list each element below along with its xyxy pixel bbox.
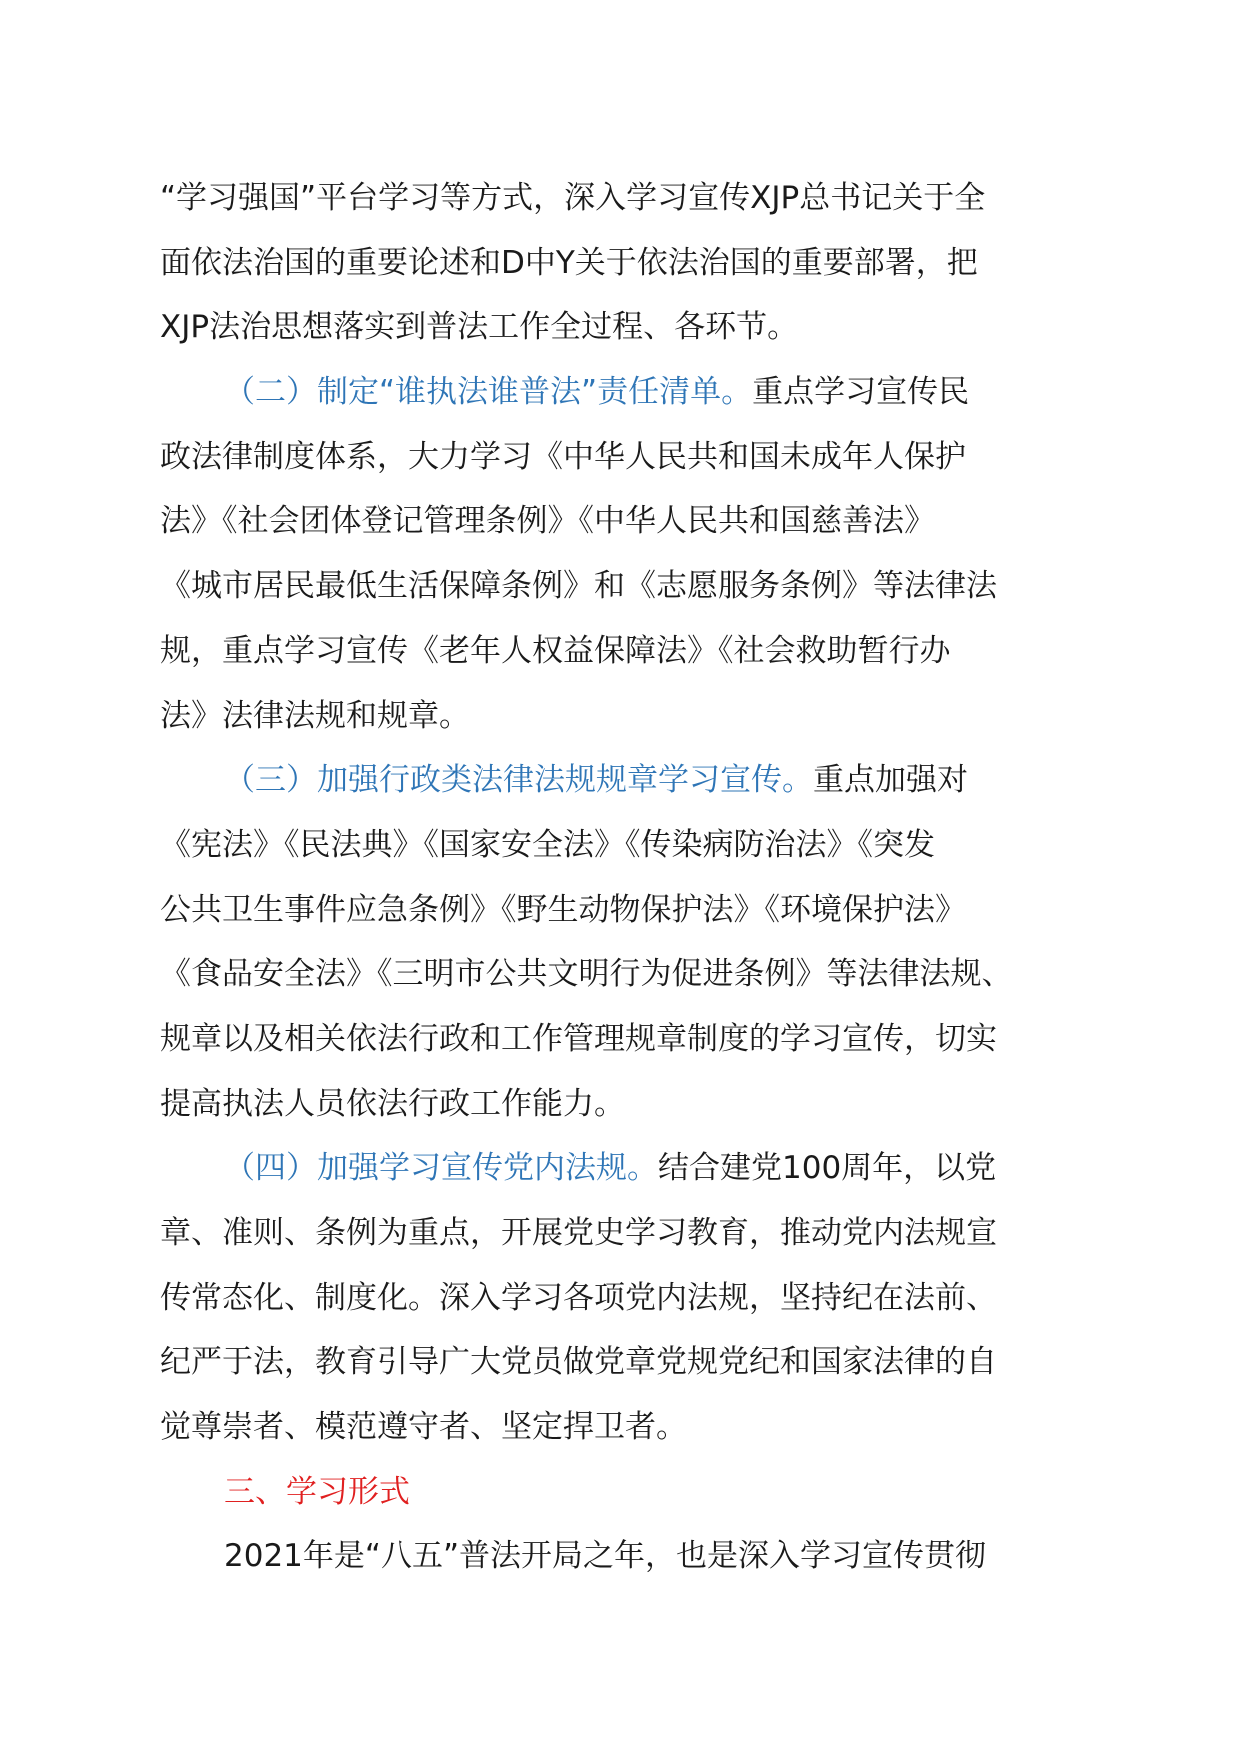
text-line bbox=[160, 231, 1100, 296]
text-line bbox=[160, 1136, 1100, 1201]
text-line bbox=[160, 1524, 1100, 1589]
text-line bbox=[160, 1460, 1100, 1525]
body-text: 《食品安全法》《三明市公共文明行为促进条例》等法律法规、 bbox=[160, 956, 1013, 993]
text-line bbox=[160, 684, 1100, 749]
body-text: 政法律制度体系，大力学习《中华人民共和国未成年人保护 bbox=[160, 438, 966, 475]
body-text: 公共卫生事件应急条例》《野生动物保护法》《环境保护法》 bbox=[160, 891, 966, 928]
text-line bbox=[160, 1330, 1100, 1395]
body-text: 法》《社会团体登记管理条例》《中华人民共和国慈善法》 bbox=[160, 503, 935, 540]
text-line bbox=[160, 1201, 1100, 1266]
body-text: “学习强国”平台学习等方式，深入学习宣传XJP总书记关于全 bbox=[160, 180, 986, 216]
body-text: 传常态化、制度化。深入学习各项党内法规，坚持纪在法前、 bbox=[160, 1279, 997, 1316]
section-heading: （二）制定“谁执法谁普法”责任清单。 bbox=[224, 374, 753, 411]
text-line bbox=[160, 878, 1100, 943]
text-line bbox=[160, 1007, 1100, 1072]
text-line bbox=[160, 813, 1100, 878]
section-heading: （三）加强行政类法律法规规章学习宣传。 bbox=[224, 762, 813, 799]
text-line bbox=[160, 1072, 1100, 1137]
body-text: XJP法治思想落实到普法工作全过程、各环节。 bbox=[160, 309, 799, 346]
text-line bbox=[160, 748, 1100, 813]
body-text: 法》法律法规和规章。 bbox=[160, 697, 470, 734]
body-text: 觉尊崇者、模范遵守者、坚定捍卫者。 bbox=[160, 1409, 687, 1446]
body-text: 重点加强对 bbox=[813, 762, 968, 799]
text-line bbox=[160, 295, 1100, 360]
text-line bbox=[160, 360, 1100, 425]
body-text: 面依法治国的重要论述和D中Y关于依法治国的重要部署，把 bbox=[160, 244, 978, 281]
text-line bbox=[160, 489, 1100, 554]
body-text: 重点学习宣传民 bbox=[752, 374, 970, 411]
body-text: 规章以及相关依法行政和工作管理规章制度的学习宣传，切实 bbox=[160, 1020, 997, 1057]
body-text: 《城市居民最低生活保障条例》和《志愿服务条例》等法律法 bbox=[160, 568, 997, 605]
text-line bbox=[160, 554, 1100, 619]
text-line bbox=[160, 1395, 1100, 1460]
document-body bbox=[160, 166, 1100, 1589]
text-line bbox=[160, 1266, 1100, 1331]
text-line bbox=[160, 425, 1100, 490]
text-line bbox=[160, 166, 1100, 231]
text-line bbox=[160, 942, 1100, 1007]
section-heading: （四）加强学习宣传党内法规。 bbox=[224, 1150, 658, 1187]
body-text: 纪严于法，教育引导广大党员做党章党规党纪和国家法律的自 bbox=[160, 1344, 997, 1381]
body-text: 《宪法》《民法典》《国家安全法》《传染病防治法》《突发 bbox=[160, 826, 935, 863]
text-line bbox=[160, 619, 1100, 684]
body-text: 规，重点学习宣传《老年人权益保障法》《社会救助暂行办 bbox=[160, 632, 951, 669]
body-text: 2021年是“八五”普法开局之年，也是深入学习宣传贯彻 bbox=[224, 1538, 987, 1575]
chapter-heading: 三、学习形式 bbox=[224, 1473, 410, 1510]
body-text: 结合建党100周年，以党 bbox=[658, 1150, 997, 1187]
body-text: 提高执法人员依法行政工作能力。 bbox=[160, 1085, 625, 1122]
body-text: 章、准则、条例为重点，开展党史学习教育，推动党内法规宣 bbox=[160, 1215, 997, 1251]
